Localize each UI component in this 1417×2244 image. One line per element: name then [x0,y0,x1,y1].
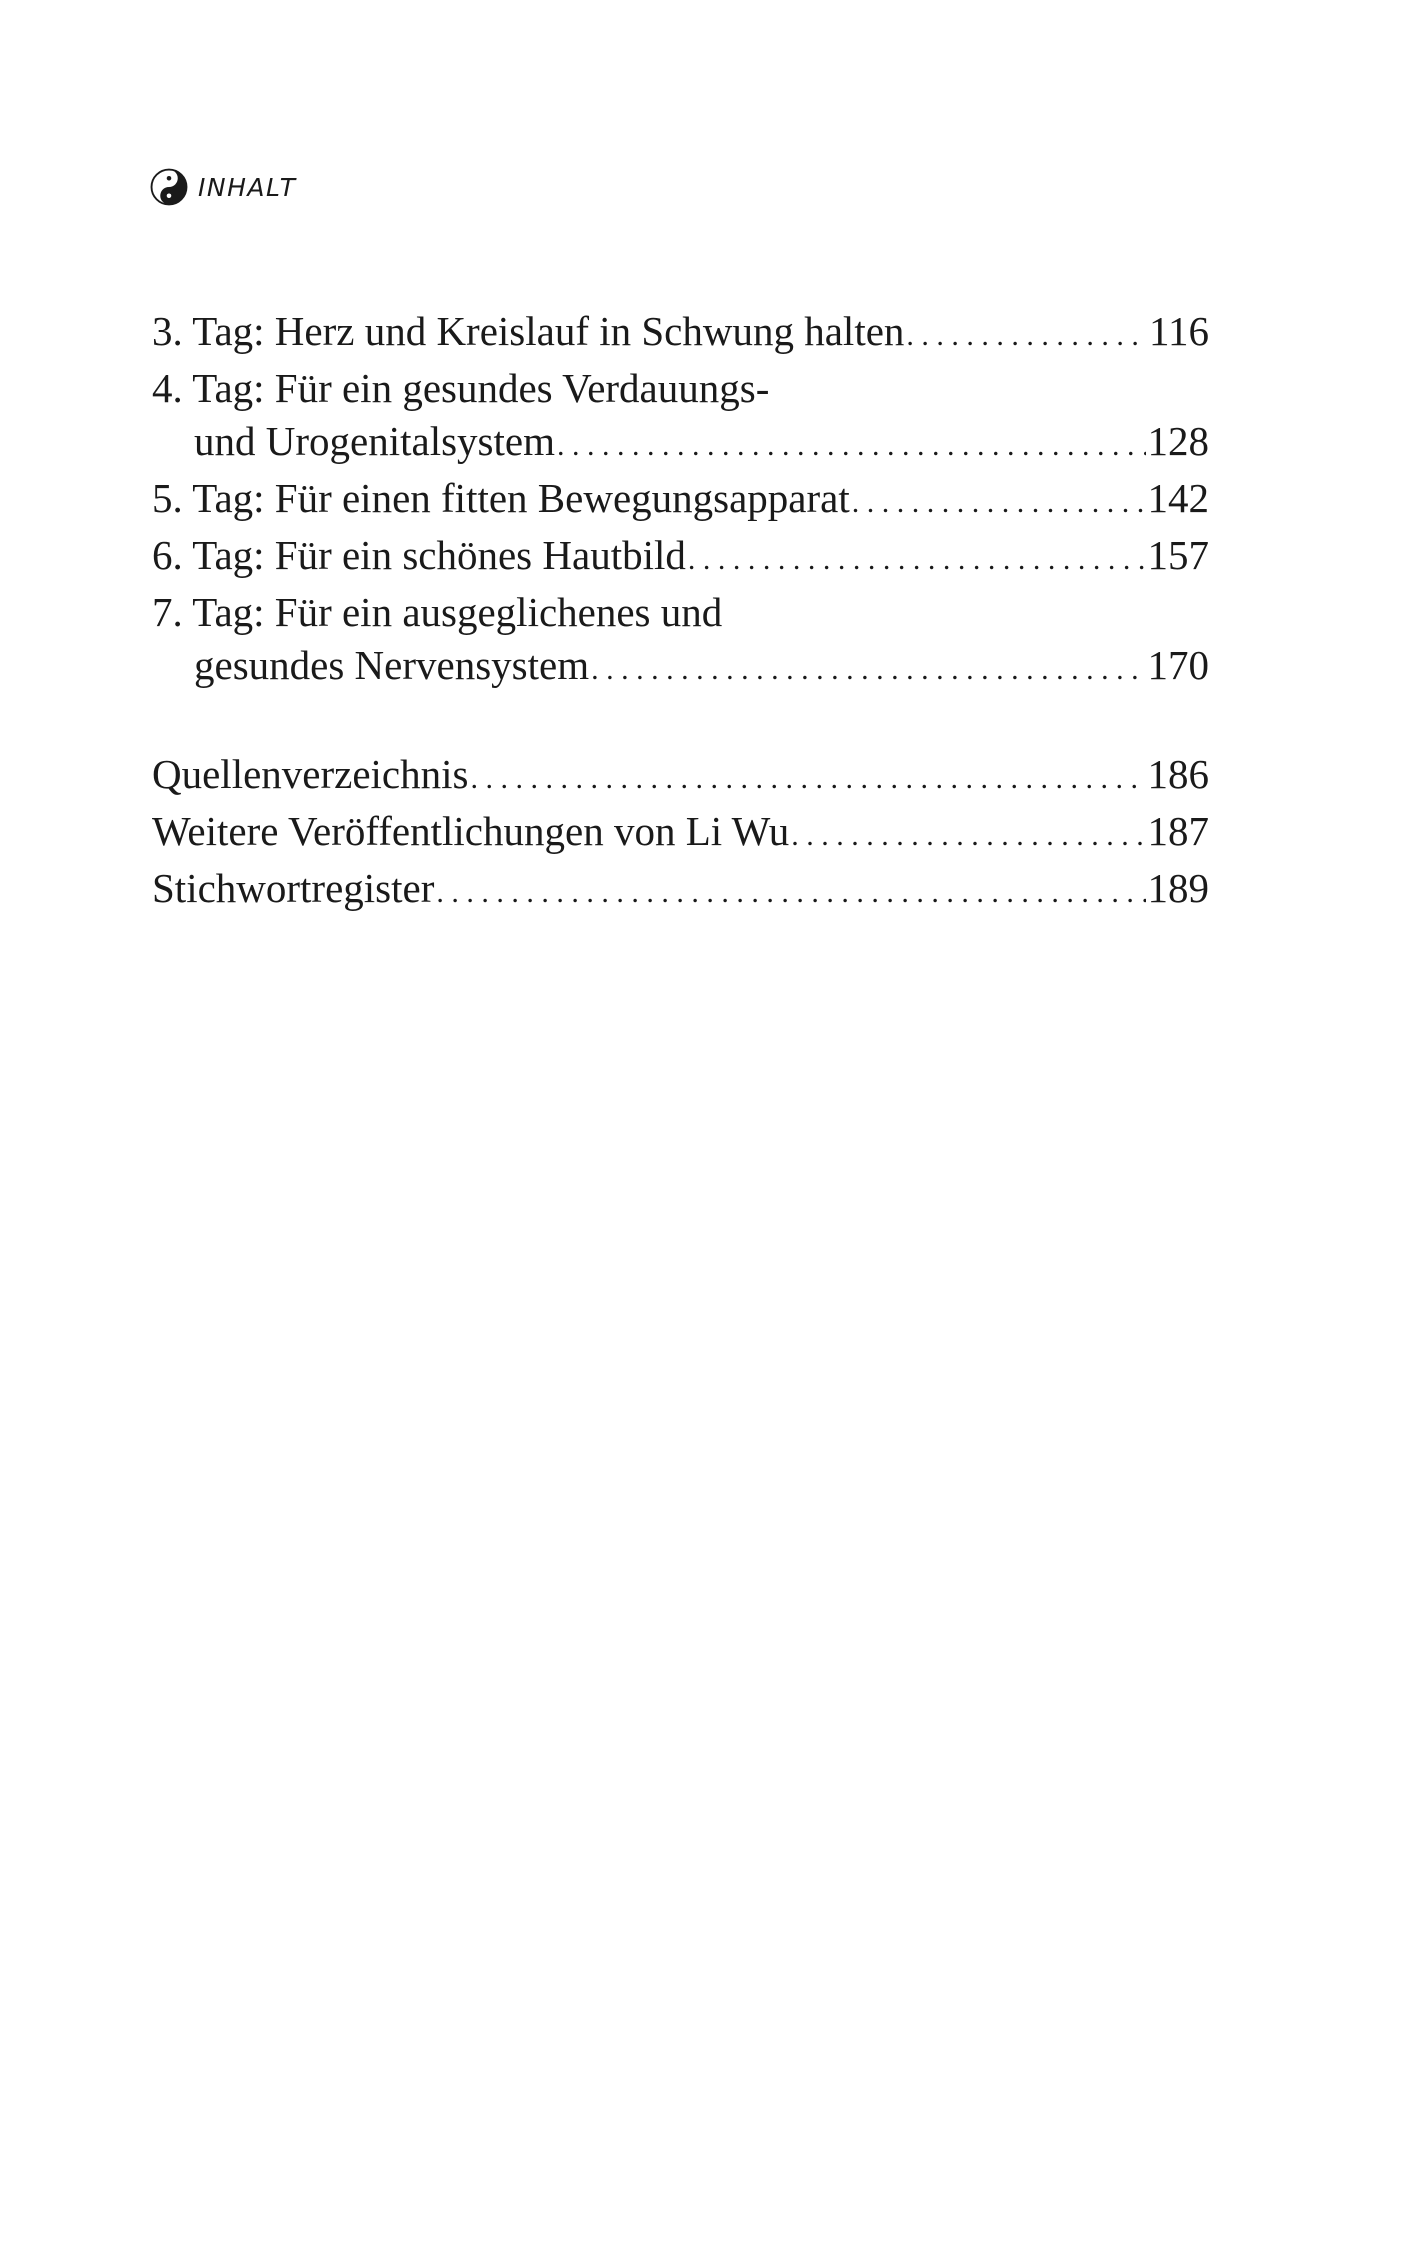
table-of-contents [152,305,1209,919]
toc-entry-sources[interactable] [152,748,1209,805]
toc-entry-label: 3. Tag: Herz und Kreislauf in Schwung halten [152,308,905,354]
running-header [150,168,296,206]
toc-entry-day-5[interactable] [152,472,1209,529]
toc-page-number: 170 [1147,642,1209,688]
toc-page-number: 116 [1149,308,1209,354]
toc-page-number: 186 [1147,751,1209,797]
leader-dots [470,752,1145,805]
toc-page-number: 128 [1147,418,1209,464]
section-spacer [152,696,1209,748]
section-title: INHALT [198,172,297,202]
toc-entry-label-continued: und Urogenitalsystem [194,418,555,464]
toc-entry-label: 7. Tag: Für ein ausgeglichenes und [152,589,723,635]
toc-entry-label: Stichwortregister [152,865,435,911]
toc-entry-day-3[interactable] [152,305,1209,362]
toc-page-number: 187 [1147,808,1209,854]
toc-entry-publications[interactable] [152,805,1209,862]
toc-entry-day-6[interactable] [152,529,1209,586]
leader-dots [852,476,1146,529]
toc-page-number: 189 [1147,865,1209,911]
leader-dots [791,809,1145,862]
leader-dots [436,866,1145,919]
yin-yang-icon [150,168,188,206]
toc-entry-label: 6. Tag: Für ein schönes Hautbild [152,532,686,578]
leader-dots [906,309,1147,362]
toc-entry-label: 4. Tag: Für ein gesundes Verdauungs- [152,365,770,411]
toc-entry-label-continued: gesundes Nervensystem [194,642,590,688]
toc-entry-index[interactable] [152,862,1209,919]
toc-page-number: 157 [1147,532,1209,578]
toc-entry-day-4[interactable] [152,362,1209,472]
leader-dots [591,643,1145,696]
toc-entry-day-7[interactable] [152,586,1209,696]
leader-dots [557,419,1146,472]
toc-entry-label: Quellenverzeichnis [152,751,469,797]
toc-entry-label: Weitere Veröffentlichungen von Li Wu [152,808,790,854]
leader-dots [688,533,1146,586]
toc-entry-label: 5. Tag: Für einen fitten Bewegungsapparat [152,475,850,521]
toc-page-number: 142 [1147,475,1209,521]
